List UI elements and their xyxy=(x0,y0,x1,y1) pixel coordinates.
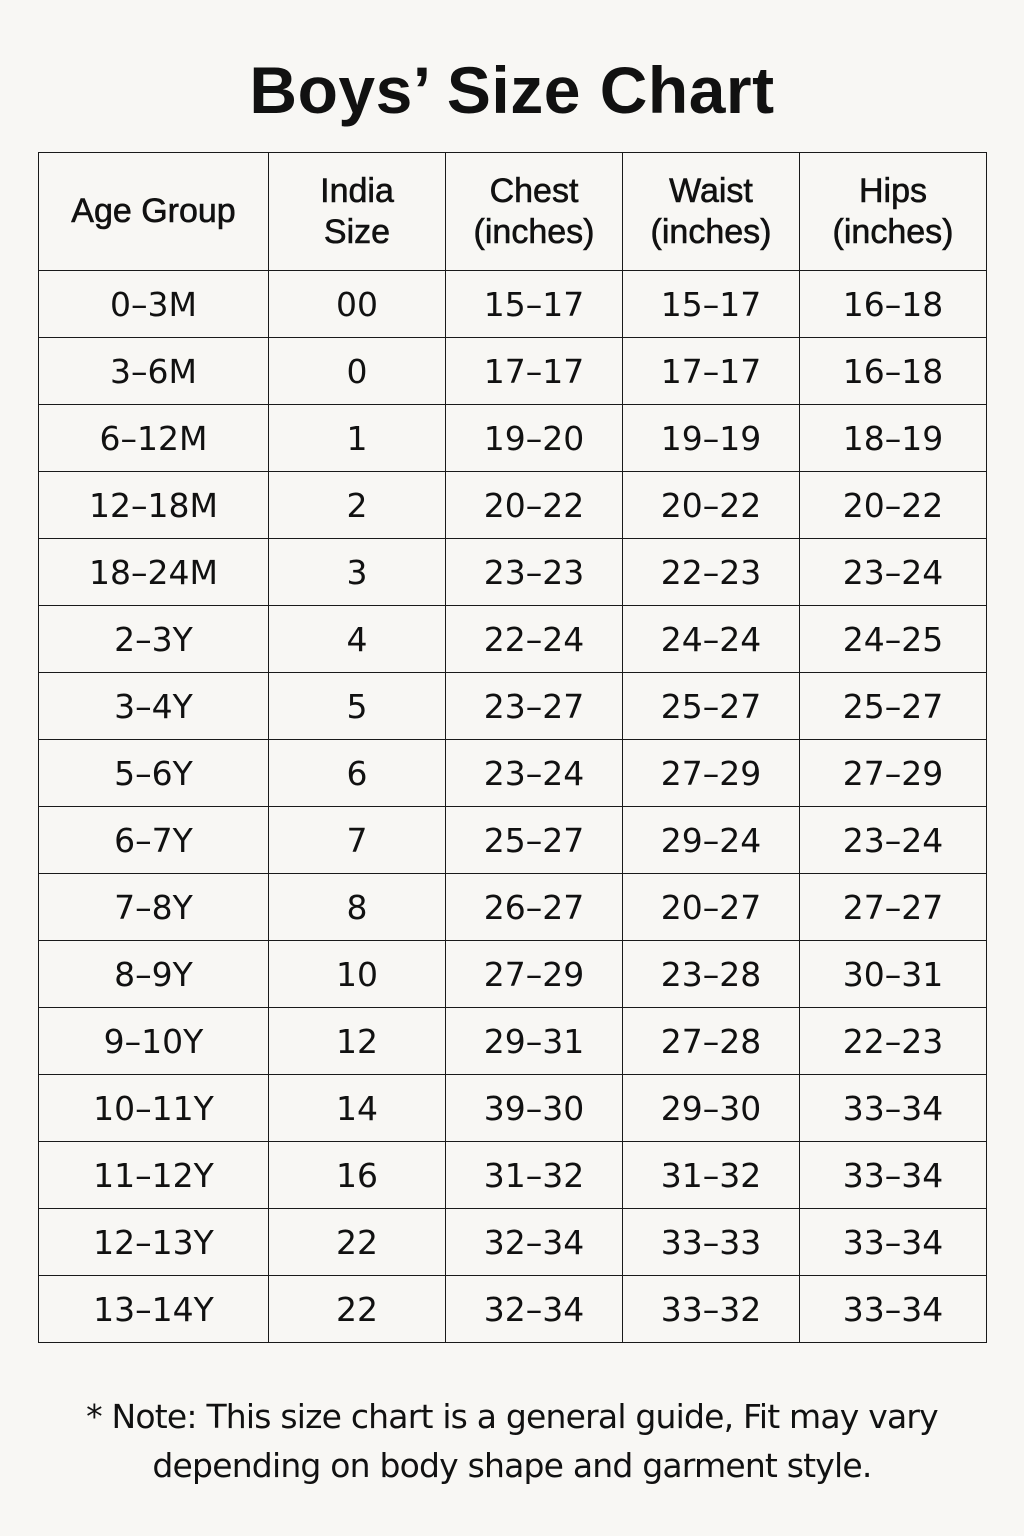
table-cell-age-group: 3–6M xyxy=(39,338,269,405)
table-cell-chest: 19–20 xyxy=(446,405,623,472)
table-row xyxy=(39,539,987,606)
table-cell-chest: 32–34 xyxy=(446,1209,623,1276)
size-note xyxy=(40,1392,984,1490)
table-cell-waist: 31–32 xyxy=(623,1142,800,1209)
table-row xyxy=(39,874,987,941)
note-line-2: depending on body shape and garment style. xyxy=(152,1446,872,1485)
table-cell-age-group: 7–8Y xyxy=(39,874,269,941)
table-cell-india-size: 8 xyxy=(269,874,446,941)
table-cell-india-size: 2 xyxy=(269,472,446,539)
table-cell-chest: 27–29 xyxy=(446,941,623,1008)
table-cell-waist: 33–32 xyxy=(623,1276,800,1343)
table-cell-hips: 25–27 xyxy=(800,673,987,740)
table-cell-india-size: 7 xyxy=(269,807,446,874)
table-cell-waist: 17–17 xyxy=(623,338,800,405)
table-row xyxy=(39,1209,987,1276)
table-row xyxy=(39,606,987,673)
table-row xyxy=(39,1276,987,1343)
column-header-hips xyxy=(800,153,987,271)
table-cell-hips: 23–24 xyxy=(800,807,987,874)
column-header-age-group xyxy=(39,153,269,271)
table-cell-india-size: 0 xyxy=(269,338,446,405)
page-title: Boys’ Size Chart xyxy=(249,53,775,127)
table-cell-age-group: 5–6Y xyxy=(39,740,269,807)
table-cell-india-size: 5 xyxy=(269,673,446,740)
table-row xyxy=(39,472,987,539)
table-cell-chest: 23–27 xyxy=(446,673,623,740)
table-cell-chest: 22–24 xyxy=(446,606,623,673)
table-cell-chest: 15–17 xyxy=(446,271,623,338)
table-cell-waist: 22–23 xyxy=(623,539,800,606)
table-cell-hips: 16–18 xyxy=(800,271,987,338)
table-cell-age-group: 12–13Y xyxy=(39,1209,269,1276)
table-cell-age-group: 6–7Y xyxy=(39,807,269,874)
size-chart-table xyxy=(38,152,987,1343)
table-cell-age-group: 6–12M xyxy=(39,405,269,472)
table-cell-chest: 26–27 xyxy=(446,874,623,941)
table-cell-india-size: 4 xyxy=(269,606,446,673)
column-header-label: Chest xyxy=(489,171,579,210)
column-header-label: (inches) xyxy=(650,212,772,251)
column-header-label: Size xyxy=(323,212,391,251)
table-cell-hips: 33–34 xyxy=(800,1209,987,1276)
table-row xyxy=(39,405,987,472)
table-header-row xyxy=(39,153,987,271)
table-cell-chest: 31–32 xyxy=(446,1142,623,1209)
table-cell-india-size: 16 xyxy=(269,1142,446,1209)
table-cell-chest: 32–34 xyxy=(446,1276,623,1343)
table-cell-age-group: 9–10Y xyxy=(39,1008,269,1075)
table-cell-hips: 33–34 xyxy=(800,1142,987,1209)
table-cell-hips: 18–19 xyxy=(800,405,987,472)
table-cell-waist: 20–27 xyxy=(623,874,800,941)
table-cell-waist: 29–24 xyxy=(623,807,800,874)
note-line-1: * Note: This size chart is a general guide, Fit may vary xyxy=(86,1397,938,1436)
column-header-label: Waist xyxy=(669,171,753,210)
column-header-label: (inches) xyxy=(473,212,595,251)
table-cell-india-size: 22 xyxy=(269,1276,446,1343)
table-cell-hips: 20–22 xyxy=(800,472,987,539)
column-header-label: Hips xyxy=(858,171,928,210)
table-cell-age-group: 12–18M xyxy=(39,472,269,539)
table-row xyxy=(39,338,987,405)
column-header-chest xyxy=(446,153,623,271)
table-row xyxy=(39,740,987,807)
table-row xyxy=(39,1142,987,1209)
table-cell-chest: 29–31 xyxy=(446,1008,623,1075)
table-cell-age-group: 11–12Y xyxy=(39,1142,269,1209)
table-cell-age-group: 10–11Y xyxy=(39,1075,269,1142)
table-cell-age-group: 0–3M xyxy=(39,271,269,338)
table-cell-waist: 19–19 xyxy=(623,405,800,472)
column-header-label: Age Group xyxy=(71,192,236,230)
table-cell-hips: 27–29 xyxy=(800,740,987,807)
table-cell-waist: 24–24 xyxy=(623,606,800,673)
table-cell-age-group: 13–14Y xyxy=(39,1276,269,1343)
table-cell-hips: 30–31 xyxy=(800,941,987,1008)
table-row xyxy=(39,1075,987,1142)
column-header-label: India xyxy=(320,171,394,210)
table-cell-hips: 33–34 xyxy=(800,1075,987,1142)
table-cell-waist: 23–28 xyxy=(623,941,800,1008)
table-cell-waist: 29–30 xyxy=(623,1075,800,1142)
table-cell-age-group: 3–4Y xyxy=(39,673,269,740)
table-cell-waist: 33–33 xyxy=(623,1209,800,1276)
table-cell-india-size: 3 xyxy=(269,539,446,606)
table-cell-chest: 23–23 xyxy=(446,539,623,606)
column-header-india-size xyxy=(269,153,446,271)
table-cell-india-size: 10 xyxy=(269,941,446,1008)
table-cell-age-group: 8–9Y xyxy=(39,941,269,1008)
table-cell-chest: 25–27 xyxy=(446,807,623,874)
table-cell-hips: 16–18 xyxy=(800,338,987,405)
table-row xyxy=(39,1008,987,1075)
table-row xyxy=(39,673,987,740)
table-cell-waist: 25–27 xyxy=(623,673,800,740)
table-cell-hips: 23–24 xyxy=(800,539,987,606)
table-cell-chest: 23–24 xyxy=(446,740,623,807)
table-cell-india-size: 12 xyxy=(269,1008,446,1075)
table-cell-india-size: 1 xyxy=(269,405,446,472)
table-cell-waist: 27–29 xyxy=(623,740,800,807)
table-cell-hips: 24–25 xyxy=(800,606,987,673)
table-cell-hips: 33–34 xyxy=(800,1276,987,1343)
table-cell-chest: 20–22 xyxy=(446,472,623,539)
table-row xyxy=(39,941,987,1008)
table-cell-waist: 15–17 xyxy=(623,271,800,338)
table-cell-chest: 17–17 xyxy=(446,338,623,405)
table-cell-india-size: 22 xyxy=(269,1209,446,1276)
table-cell-chest: 39–30 xyxy=(446,1075,623,1142)
table-cell-age-group: 2–3Y xyxy=(39,606,269,673)
table-cell-india-size: 14 xyxy=(269,1075,446,1142)
table-row xyxy=(39,807,987,874)
table-cell-india-size: 00 xyxy=(269,271,446,338)
table-cell-india-size: 6 xyxy=(269,740,446,807)
table-cell-age-group: 18–24M xyxy=(39,539,269,606)
column-header-label: (inches) xyxy=(832,212,954,251)
table-cell-waist: 27–28 xyxy=(623,1008,800,1075)
table-cell-hips: 27–27 xyxy=(800,874,987,941)
table-cell-waist: 20–22 xyxy=(623,472,800,539)
column-header-waist xyxy=(623,153,800,271)
table-row xyxy=(39,271,987,338)
table-cell-hips: 22–23 xyxy=(800,1008,987,1075)
